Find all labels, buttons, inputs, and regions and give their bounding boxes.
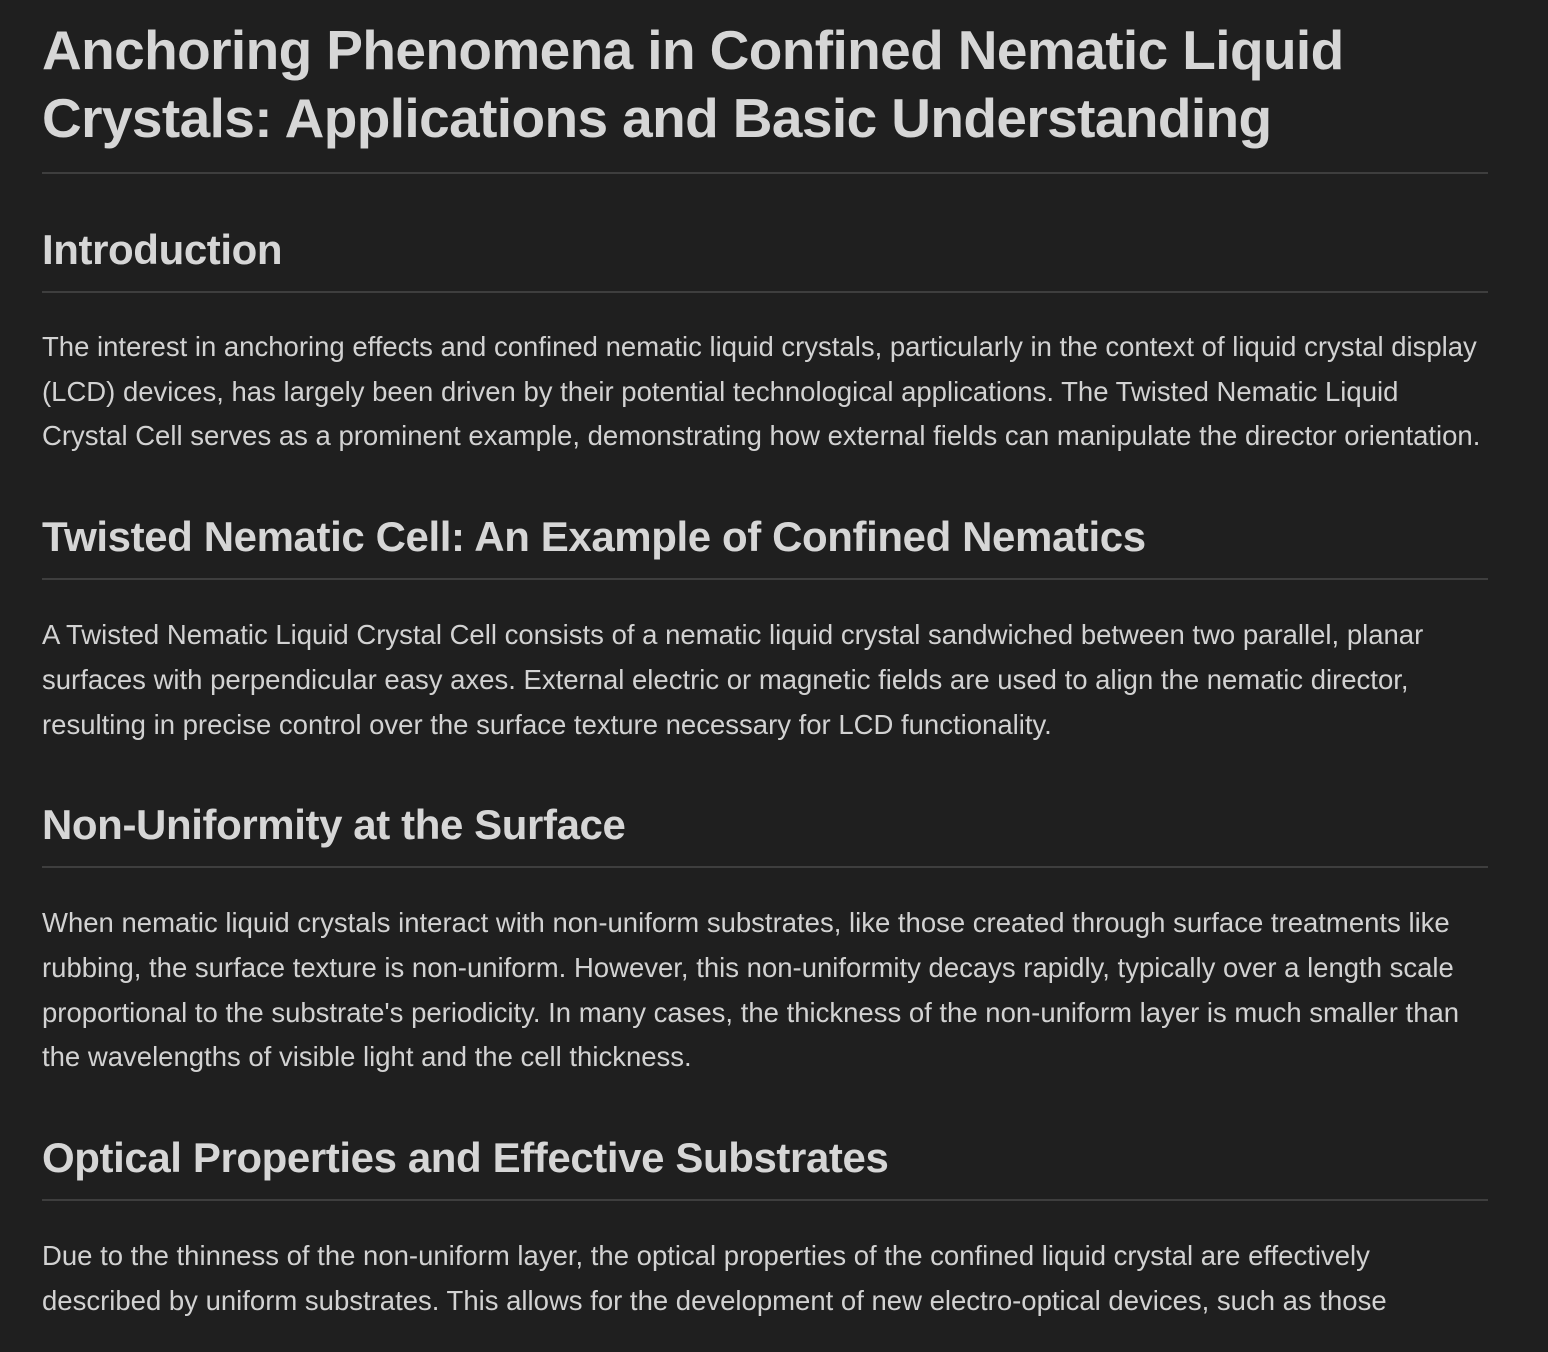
section-paragraph-introduction: The interest in anchoring effects and confined nematic liquid crystals, particularly in the context of liquid crystal display (LCD) devices, has largely been driven by their potential technological applications. The Twisted Nematic Liquid Crystal Cell serves as a prominent example, demonstrating how external fields can manipulate the director orientation. xyxy=(42,331,1481,452)
document-content xyxy=(42,0,1488,1323)
section-paragraph-optical-properties: Due to the thinness of the non-uniform layer, the optical properties of the confined liquid crystal are effectively described by uniform substrates. This allows for the development of new electro-optical devices, such as those xyxy=(42,1240,1387,1316)
section-heading-non-uniformity: Non-Uniformity at the Surface xyxy=(42,798,1488,868)
section-heading-optical-properties: Optical Properties and Effective Substrates xyxy=(42,1131,1488,1201)
section-paragraph-non-uniformity: When nematic liquid crystals interact with non-uniform substrates, like those created through surface treatments like rubbing, the surface texture is non-uniform. However, this non-uniformity decays rapidly, typically over a length scale proportional to the substrate's periodicity. In many cases, the thickness of the non-uniform layer is much smaller than the wavelengths of visible light and the cell thickness. xyxy=(42,907,1460,1073)
section-paragraph-twisted-nematic-cell: A Twisted Nematic Liquid Crystal Cell consists of a nematic liquid crystal sandwiched between two parallel, planar surfaces with perpendicular easy axes. External electric or magnetic fields are used to align the nematic director, resulting in precise control over the surface texture necessary for LCD functionality. xyxy=(42,619,1424,740)
section-heading-twisted-nematic-cell: Twisted Nematic Cell: An Example of Confined Nematics xyxy=(42,510,1488,580)
section-heading-introduction: Introduction xyxy=(42,223,1488,293)
document-title: Anchoring Phenomena in Confined Nematic Liquid Crystals: Applications and Basic Understanding xyxy=(42,0,1488,174)
